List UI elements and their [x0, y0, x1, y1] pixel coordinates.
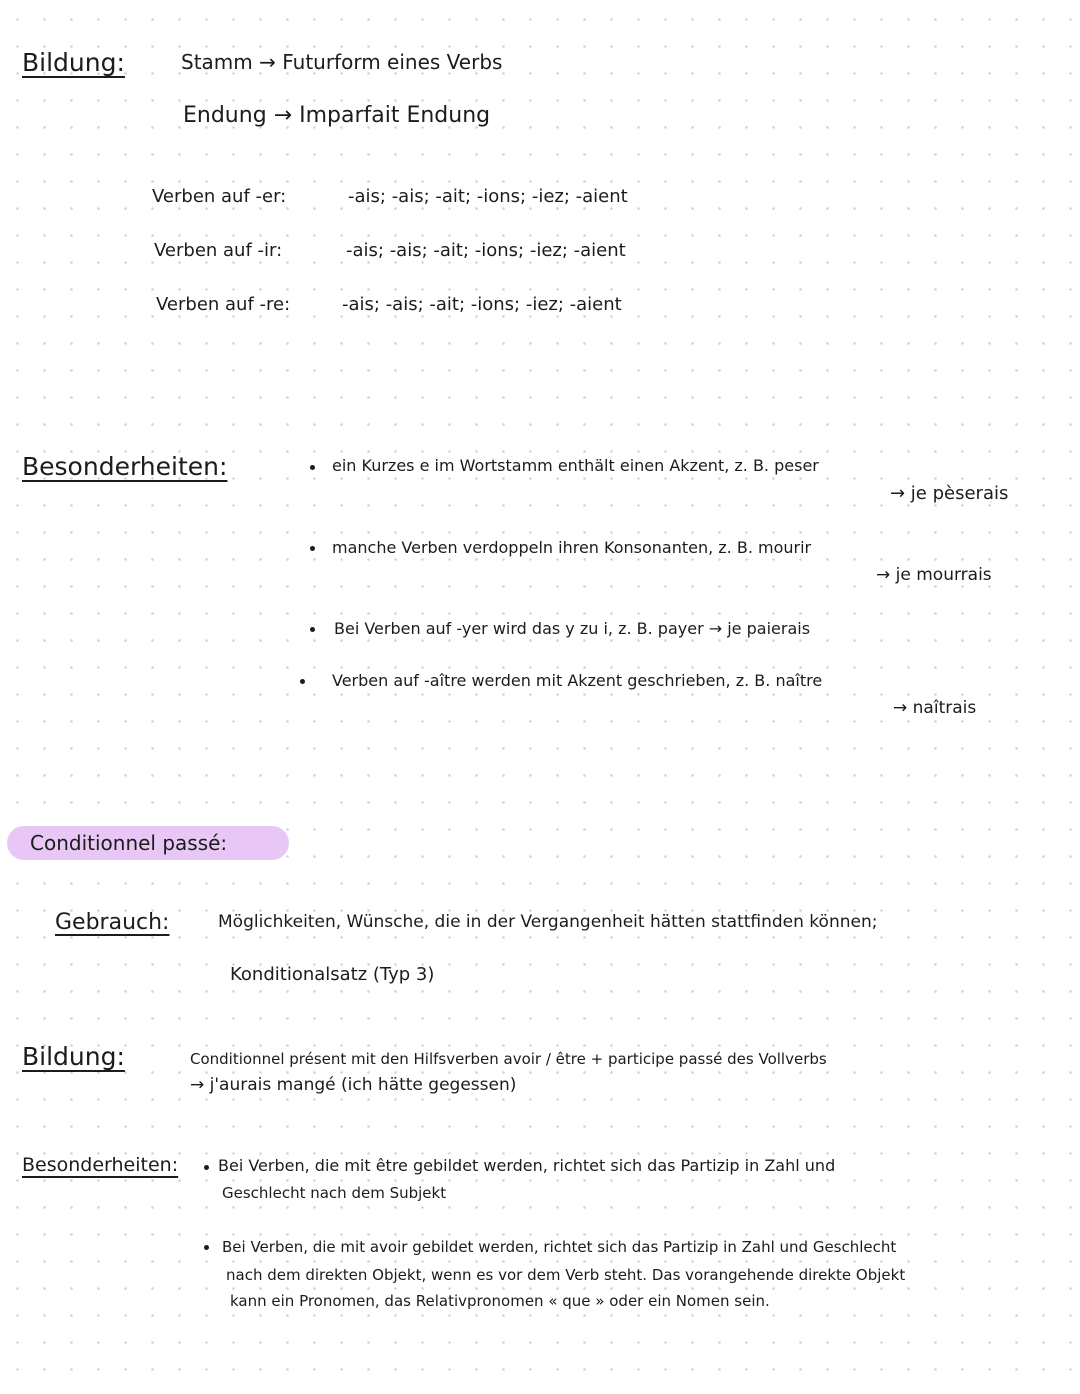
gebrauch-line-2: Konditionalsatz (Typ 3) [230, 964, 435, 985]
ending-forms-ir: -ais; -ais; -ait; -ions; -iez; -aient [346, 240, 626, 261]
bildung-stamm-line: Stamm → Futurform eines Verbs [181, 50, 503, 74]
heading-bildung: Bildung: [22, 48, 125, 77]
label-gebrauch: Gebrauch: [55, 910, 170, 935]
besonder-bullet-2-example: → je mourrais [876, 565, 992, 585]
besonder-bullet-2: manche Verben verdoppeln ihren Konsonanten, z. B. mourir [332, 538, 812, 557]
besonder2-bullet-1-line-1: Bei Verben, die mit être gebildet werden, richtet sich das Partizip in Zahl und [218, 1156, 836, 1175]
ending-label-ir: Verben auf -ir: [154, 240, 283, 261]
besonder2-bullet-2-line-3: kann ein Pronomen, das Relativpronomen « que » oder ein Nomen sein. [230, 1292, 770, 1310]
bullet-dot [204, 1245, 209, 1250]
bullet-dot [300, 679, 305, 684]
bullet-dot [310, 465, 315, 470]
besonder-bullet-1: ein Kurzes e im Wortstamm enthält einen Akzent, z. B. peser [332, 456, 819, 475]
ending-forms-re: -ais; -ais; -ait; -ions; -iez; -aient [342, 294, 622, 315]
besonder2-bullet-2-line-1: Bei Verben, die mit avoir gebildet werden, richtet sich das Partizip in Zahl und Geschlecht [222, 1238, 897, 1256]
besonder2-bullet-2-line-2: nach dem direkten Objekt, wenn es vor dem Verb steht. Das vorangehende direkte Objekt [226, 1266, 906, 1284]
label-bildung-2: Bildung: [22, 1042, 125, 1071]
bullet-dot [310, 627, 315, 632]
besonder-bullet-3: Bei Verben auf -yer wird das y zu i, z. B. payer → je paierais [334, 619, 811, 638]
besonder-bullet-4-example: → naîtrais [893, 698, 977, 718]
bildung2-line-1: Conditionnel présent mit den Hilfsverben avoir / être + participe passé des Vollverbs [190, 1050, 827, 1068]
ending-forms-er: -ais; -ais; -ait; -ions; -iez; -aient [348, 186, 628, 207]
heading-besonderheiten: Besonderheiten: [22, 452, 228, 481]
ending-label-er: Verben auf -er: [152, 186, 287, 207]
bildung-endung-line: Endung → Imparfait Endung [183, 103, 491, 128]
besonder-bullet-1-example: → je pèserais [890, 483, 1009, 504]
bildung2-line-2: → j'aurais mangé (ich hätte gegessen) [190, 1075, 517, 1095]
bullet-dot [310, 546, 315, 551]
besonder-bullet-4: Verben auf -aître werden mit Akzent geschrieben, z. B. naître [332, 671, 823, 690]
label-besonderheiten-2: Besonderheiten: [22, 1154, 179, 1176]
ending-label-re: Verben auf -re: [156, 294, 291, 315]
gebrauch-line-1: Möglichkeiten, Wünsche, die in der Vergangenheit hätten stattfinden können; [218, 912, 878, 932]
besonder2-bullet-1-line-2: Geschlecht nach dem Subjekt [222, 1184, 447, 1202]
section-title-conditionnel-passe: Conditionnel passé: [30, 831, 228, 855]
bullet-dot [204, 1165, 209, 1170]
